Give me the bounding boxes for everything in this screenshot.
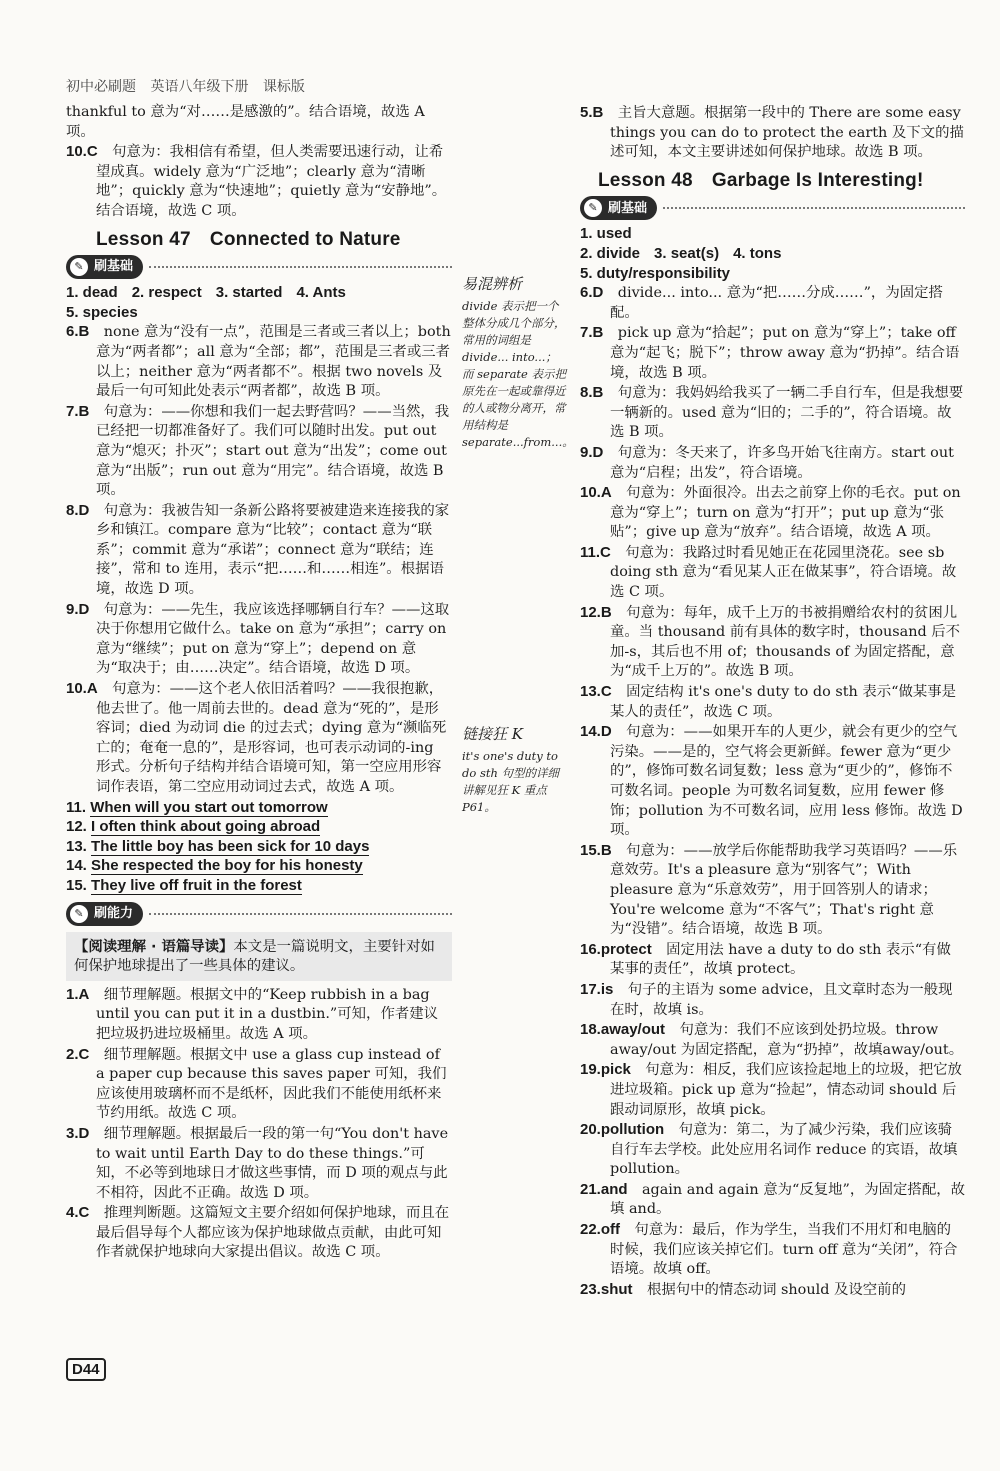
answer-item: [580, 603, 965, 682]
item-number: 13.: [580, 683, 601, 701]
pen-icon: ✎: [70, 258, 88, 276]
item-answer: D: [592, 443, 604, 461]
item-explanation: 句子的主语为 some advice，且文章时态为一般现在时，故填 is。: [610, 981, 953, 1018]
answer-item: [580, 483, 965, 543]
answer-item: [580, 722, 965, 841]
item-number: 16.: [580, 940, 601, 958]
answer-item: [580, 1280, 965, 1301]
page-header: [66, 76, 315, 96]
item-number: 22.: [580, 1221, 601, 1239]
basic-badge: [66, 255, 143, 279]
item-explanation: again and again 意为“反复地”，为固定搭配，故填 and。: [610, 1181, 965, 1218]
item-number: 6.: [580, 284, 593, 302]
basic-badge-label: 刷基础: [94, 259, 134, 275]
answer-item: [580, 980, 965, 1020]
item-number: 8.: [580, 384, 593, 402]
basic-badge: [580, 196, 657, 220]
pen-icon: ✎: [584, 199, 602, 217]
item-number: 15.: [580, 841, 601, 859]
item-number: 20.: [580, 1121, 601, 1139]
tip2-title: 链接狂 K: [462, 725, 523, 743]
pen-icon: ✎: [70, 905, 88, 923]
item-explanation: 句意为：第二，为了减少污染，我们应该骑自行车去学校。此处应用名词作 reduce 的宾语，故填 pollution。: [610, 1122, 958, 1178]
reading-guide: [66, 932, 452, 981]
item-explanation: thankful to 意为“对……是感激的”。结合语境，故选 A 项。: [66, 104, 425, 140]
item-number: 21.: [580, 1180, 601, 1198]
right-column: [580, 103, 965, 1300]
dotted-divider: [663, 207, 965, 209]
answer-item: [66, 985, 452, 1045]
item-number: 11.: [580, 543, 601, 561]
answer-item: [66, 679, 452, 798]
sentence-answer: [66, 837, 452, 857]
answer-item: [580, 383, 965, 443]
answer-item: [580, 543, 965, 603]
item-answer: pick: [600, 1061, 631, 1079]
item-explanation: 固定结构 it's one's duty to do sth 表示“做某事是某人的责任”，故选 C 项。: [610, 684, 957, 720]
item-answer: B: [78, 402, 90, 420]
item-answer: D: [78, 600, 90, 618]
item-number: 10.: [66, 680, 87, 698]
item-explanation: 细节理解题。根据文中的“Keep rubbish in a bag until you can put it in a dustbin.”可知，作者建议把垃圾扔进垃圾桶里。故选 A 项。: [96, 986, 439, 1042]
item-answer: B: [600, 603, 612, 621]
item-number: 4.: [66, 1204, 79, 1222]
answer-item: [66, 103, 452, 142]
answer-item: [66, 142, 452, 221]
dotted-divider: [149, 913, 452, 915]
item-explanation: 句意为：最后，作为学生，当我们不用灯和电脑的时候，我们应该关掉它们。turn off 意为“关闭”，符合语境。故填 off。: [610, 1222, 958, 1278]
item-explanation: 句意为：——先生，我应该选择哪辆自行车？——这取决于你想用它做什么。take on 意为“承担”；carry on 意为“继续”；put on 意为“穿上”；depend on 意为“取决于；由……决定”。结合语境，故选 D 项。: [96, 601, 450, 677]
answer-item: [580, 283, 965, 323]
answer-item: [580, 443, 965, 483]
item-number: 6.: [66, 323, 79, 341]
item-answer: is: [600, 980, 614, 998]
right-top-items: [580, 103, 965, 163]
item-explanation: 推理判断题。这篇短文主要介绍如何保护地球，而且在最后倡导每个人都应该为保护地球做点贡献，由此可知作者就保护地球向大家提出倡议。故选 C 项。: [96, 1205, 450, 1261]
item-answer: protect: [600, 940, 652, 958]
item-number: 23.: [580, 1280, 601, 1298]
answer-item: [66, 600, 452, 679]
page-number: D44: [66, 1358, 106, 1381]
item-explanation: 句意为：——放学后你能帮助我学习英语吗？——乐意效劳。It's a pleasure 意为“别客气”；With pleasure 意为“乐意效劳”，用于回答别人的请求；You're welcome 意为“不客气”；That's right 意为“没错”。结合语境，故选 B 项。: [610, 842, 958, 938]
item-explanation: 细节理解题。根据最后一段的第一句“You don't have to wait until Earth Day to do these things.”可知，不必等到地球日才做这些事情，而 D 项的观点与此不相符，因此不正确。故选 D 项。: [96, 1125, 449, 1201]
item-answer: A: [86, 680, 98, 698]
answer-item: [66, 1203, 452, 1263]
item-number: 19.: [580, 1061, 601, 1079]
item-answer: D: [78, 1124, 90, 1142]
sentence-answer: [66, 798, 452, 818]
item-explanation: none 意为“没有一点”，范围是三者或三者以上；both 意为“两者都”；all 意为“全部；都”，范围是三者或三者以上；neither 意为“两者都不”。根据 two novels 及最后一句可知此处表示“两者都”，故选 B 项。: [96, 324, 451, 400]
blank-answer: 1. dead: [66, 284, 118, 302]
ability-badge-label: 刷能力: [94, 905, 134, 921]
item-answer: B: [600, 841, 612, 859]
item-answer: C: [78, 1045, 90, 1063]
left-top-items: [66, 103, 452, 222]
item-answer: shut: [600, 1280, 633, 1298]
answer-item: [66, 501, 452, 600]
item-explanation: divide... into... 意为“把……分成……”，为固定搭配。: [610, 285, 943, 321]
sentence-answer: [66, 817, 452, 837]
item-number: 15.: [66, 876, 87, 894]
answer-item: [580, 323, 965, 383]
item-number: 8.: [66, 501, 79, 519]
section-basic-47: [66, 255, 452, 279]
answer-item: [580, 841, 965, 940]
tip1-text: divide 表示把一个整体分成几个部分，常用的词组是 divide... into...；而 separate 表示把原先在一起或靠得近的人或物分离开，常用结构是 separate...from...。: [462, 299, 574, 449]
item-number: 2.: [66, 1045, 79, 1063]
answers-row: [580, 224, 965, 244]
answer-item: [66, 1045, 452, 1124]
item-number: 17.: [580, 980, 601, 998]
item-number: 5.: [580, 104, 593, 121]
ability-badge: [66, 902, 143, 926]
item-explanation: pick up 意为“拾起”；put on 意为“穿上”；take off 意为“起飞；脱下”；throw away 意为“扔掉”。结合语境，故选 B 项。: [610, 325, 960, 381]
answers-row: [580, 244, 965, 264]
item-number: 14.: [66, 857, 87, 875]
item-explanation: 句意为：——你想和我们一起去野营吗？——当然，我已经把一切都准备好了。我们可以随时出发。put out 意为“熄灭；扑灭”；start out 意为“出发”；come out 意为“出版”；run out 意为“用完”。结合语境，故选 B 项。: [96, 403, 450, 499]
answer-item: [66, 322, 452, 401]
blank-answer: 2. respect: [131, 284, 202, 302]
answer-item: [66, 1124, 452, 1203]
answers-row: [66, 303, 452, 323]
blank-answer: 5. duty/responsibility: [580, 264, 731, 282]
item-answer: and: [600, 1180, 628, 1198]
item-number: 9.: [66, 600, 79, 618]
item-number: 10.: [580, 484, 601, 502]
item-explanation: 句意为：——这个老人依旧活着吗？——我很抱歉，他去世了。他一周前去世的。dead 意为“死的”，是形容词；died 为动词 die 的过去式；dying 意为“濒临死亡的；奄奄一息的”，是形容词，也可表示动词的-ing 形式。分析句子结构并结合语境可知，第一空应用形容词作表语，第二空应用动词过去式，故选 A 项。: [96, 681, 447, 795]
item-answer: B: [592, 104, 604, 121]
answers-row: [580, 264, 965, 284]
blank-answer: 5. species: [66, 303, 138, 321]
guide-label: 【阅读理解 · 语篇导读】: [74, 938, 234, 955]
sentence-text: She respected the boy for his honesty: [91, 857, 363, 875]
answer-item: [580, 682, 965, 722]
item-explanation: 句意为：我妈妈给我买了一辆二手自行车，但是我想要一辆新的。used 意为“旧的；二手的”，符合语境。故选 B 项。: [610, 385, 964, 441]
left-explanations: [66, 322, 452, 797]
item-explanation: 固定用法 have a duty to do sth 表示“有做某事的责任”，故填 protect。: [610, 941, 951, 978]
sentence-text: I often think about going abroad: [91, 818, 321, 836]
header-edition: 课标版: [262, 79, 305, 95]
reading-explanations: [66, 985, 452, 1263]
blank-answer: 2. divide: [580, 244, 641, 262]
answers-row: [66, 283, 452, 303]
item-answer: D: [600, 723, 612, 741]
item-answer: C: [86, 143, 98, 161]
dotted-divider: [149, 266, 452, 268]
item-answer: B: [592, 324, 604, 342]
blank-answer: 4. Ants: [296, 284, 346, 302]
section-basic-48: [580, 196, 965, 220]
item-answer: A: [78, 985, 90, 1003]
blank-answer: 1. used: [580, 225, 632, 243]
lesson-48-title: Lesson 48 Garbage Is Interesting!: [598, 169, 924, 191]
answer-item: [580, 1020, 965, 1060]
item-number: 3.: [66, 1124, 79, 1142]
sentence-answer: [66, 876, 452, 896]
item-answer: A: [600, 484, 612, 502]
item-number: 13.: [66, 837, 87, 855]
item-explanation: 句意为：外面很冷。出去之前穿上你的毛衣。put on 意为“穿上”；turn on 意为“打开”；put up 意为“张贴”；give up 意为“放弃”。结合语境，故选 A 项。: [610, 485, 961, 541]
item-answer: pollution: [600, 1121, 665, 1139]
item-number: 7.: [66, 402, 79, 420]
blank-answer: 4. tons: [733, 244, 782, 262]
item-explanation: 主旨大意题。根据第一段中的 There are some easy things you can do to protect the earth 及下文的描述可知，本文主要讲述如何保护地球。故选 B 项。: [610, 105, 964, 161]
answer-item: [580, 1060, 965, 1120]
answer-item: [580, 1220, 965, 1280]
item-explanation: 句意为：我被告知一条新公路将要被建造来连接我的家乡和镇江。compare 意为“比较”；contact 意为“联系”；commit 意为“承诺”；connect 意为“联结；连接”，常和 to 连用，表示“把……和……相连”。根据语境，故选 D 项。: [96, 502, 450, 598]
answer-item: [66, 402, 452, 501]
sentence-answers: [66, 798, 452, 896]
header-subject: 英语八年级下册: [150, 79, 249, 95]
item-answer: D: [592, 284, 604, 302]
item-answer: C: [600, 543, 611, 561]
item-number: 12.: [66, 818, 87, 836]
basic-badge-label: 刷基础: [608, 200, 648, 216]
answer-item: [580, 1120, 965, 1180]
tip-confusing-words: [462, 273, 574, 451]
item-explanation: 句意为：我们不应该到处扔垃圾。throw away/out 为固定搭配，意为“扔掉”，故填away/out。: [610, 1022, 964, 1058]
item-explanation: 句意为：每年，成千上万的书被捐赠给农村的贫困儿童。当 thousand 前有具体的数字时，thousand 后不加-s，其后也不用 of；thousands of 为固定搭配，意为“成千上万的”。故选 B 项。: [610, 604, 961, 680]
section-ability: [66, 902, 452, 926]
sentence-text: They live off fruit in the forest: [91, 876, 302, 894]
tip1-title: 易混辨析: [462, 275, 523, 293]
item-answer: off: [600, 1221, 621, 1239]
blank-answer: 3. seat(s): [654, 244, 720, 262]
item-explanation: 句意为：冬天来了，许多鸟开始飞往南方。start out 意为“启程；出发”，符合语境。: [610, 444, 954, 481]
item-answer: B: [78, 323, 90, 341]
item-answer: away/out: [600, 1021, 666, 1039]
item-number: 11.: [66, 798, 87, 816]
item-answer: C: [78, 1204, 90, 1222]
right-explanations: [580, 283, 965, 1300]
item-number: 18.: [580, 1021, 601, 1039]
item-number: 9.: [580, 443, 593, 461]
item-number: 10.: [66, 143, 87, 161]
tip-link: [462, 723, 568, 816]
answer-item: [580, 103, 965, 163]
sentence-text: When will you start out tomorrow: [90, 798, 328, 816]
item-explanation: 句意为：我相信有希望，但人类需要迅速行动，让希望成真。widely 意为“广泛地”；clearly 意为“清晰地”；quickly 意为“快速地”；quietly 意为“安静地”。结合语境，故选 C 项。: [96, 144, 447, 219]
sentence-text: The little boy has been sick for 10 days: [91, 837, 370, 855]
item-number: 7.: [580, 324, 593, 342]
item-answer: D: [78, 501, 90, 519]
header-series: 初中必刷题: [66, 79, 136, 95]
item-explanation: 句意为：相反，我们应该捡起地上的垃圾，把它放进垃圾箱。pick up 意为“捡起”，情态动词 should 后跟动词原形，故填 pick。: [610, 1062, 962, 1118]
answer-item: [580, 1180, 965, 1220]
item-explanation: 句意为：我路过时看见她正在花园里浇花。see sb doing sth 意为“看见某人正在做某事”，符合语境。故选 C 项。: [610, 544, 957, 601]
lesson-47-title: Lesson 47 Connected to Nature: [96, 228, 401, 250]
item-explanation: 句意为：——如果开车的人更少，就会有更少的空气污染。——是的，空气将会更新鲜。fewer 意为“更少的”，修饰可数名词复数；less 意为“更少的”，修饰不可数名词。people 为可数名词复数，应用 fewer 修饰；pollution 为不可数名词，应用 less 修饰。故选 D 项。: [610, 724, 963, 839]
answers-block: [580, 224, 965, 283]
item-answer: C: [600, 683, 612, 701]
item-number: 14.: [580, 723, 601, 741]
tip2-text: it's one's duty to do sth 句型的详细讲解见狂 K 重点 P61。: [462, 749, 560, 814]
item-explanation: 根据句中的情态动词 should 及设空前的: [646, 1281, 906, 1298]
left-column: [66, 103, 452, 1263]
item-number: 12.: [580, 603, 601, 621]
blank-answer: 3. started: [215, 284, 283, 302]
item-number: 1.: [66, 985, 79, 1003]
item-explanation: 细节理解题。根据文中 use a glass cup instead of a paper cup because this saves paper 可知，我们应该使用玻璃杯而不是纸杯，因此我们不能使用纸杯来节约用纸。故选 C 项。: [96, 1046, 447, 1122]
guide-text: 本文是一篇说明文，主要针对如何保护地球提出了一些具体的建议。: [74, 938, 435, 975]
item-answer: B: [592, 384, 604, 402]
answer-item: [580, 940, 965, 980]
sentence-answer: [66, 856, 452, 876]
